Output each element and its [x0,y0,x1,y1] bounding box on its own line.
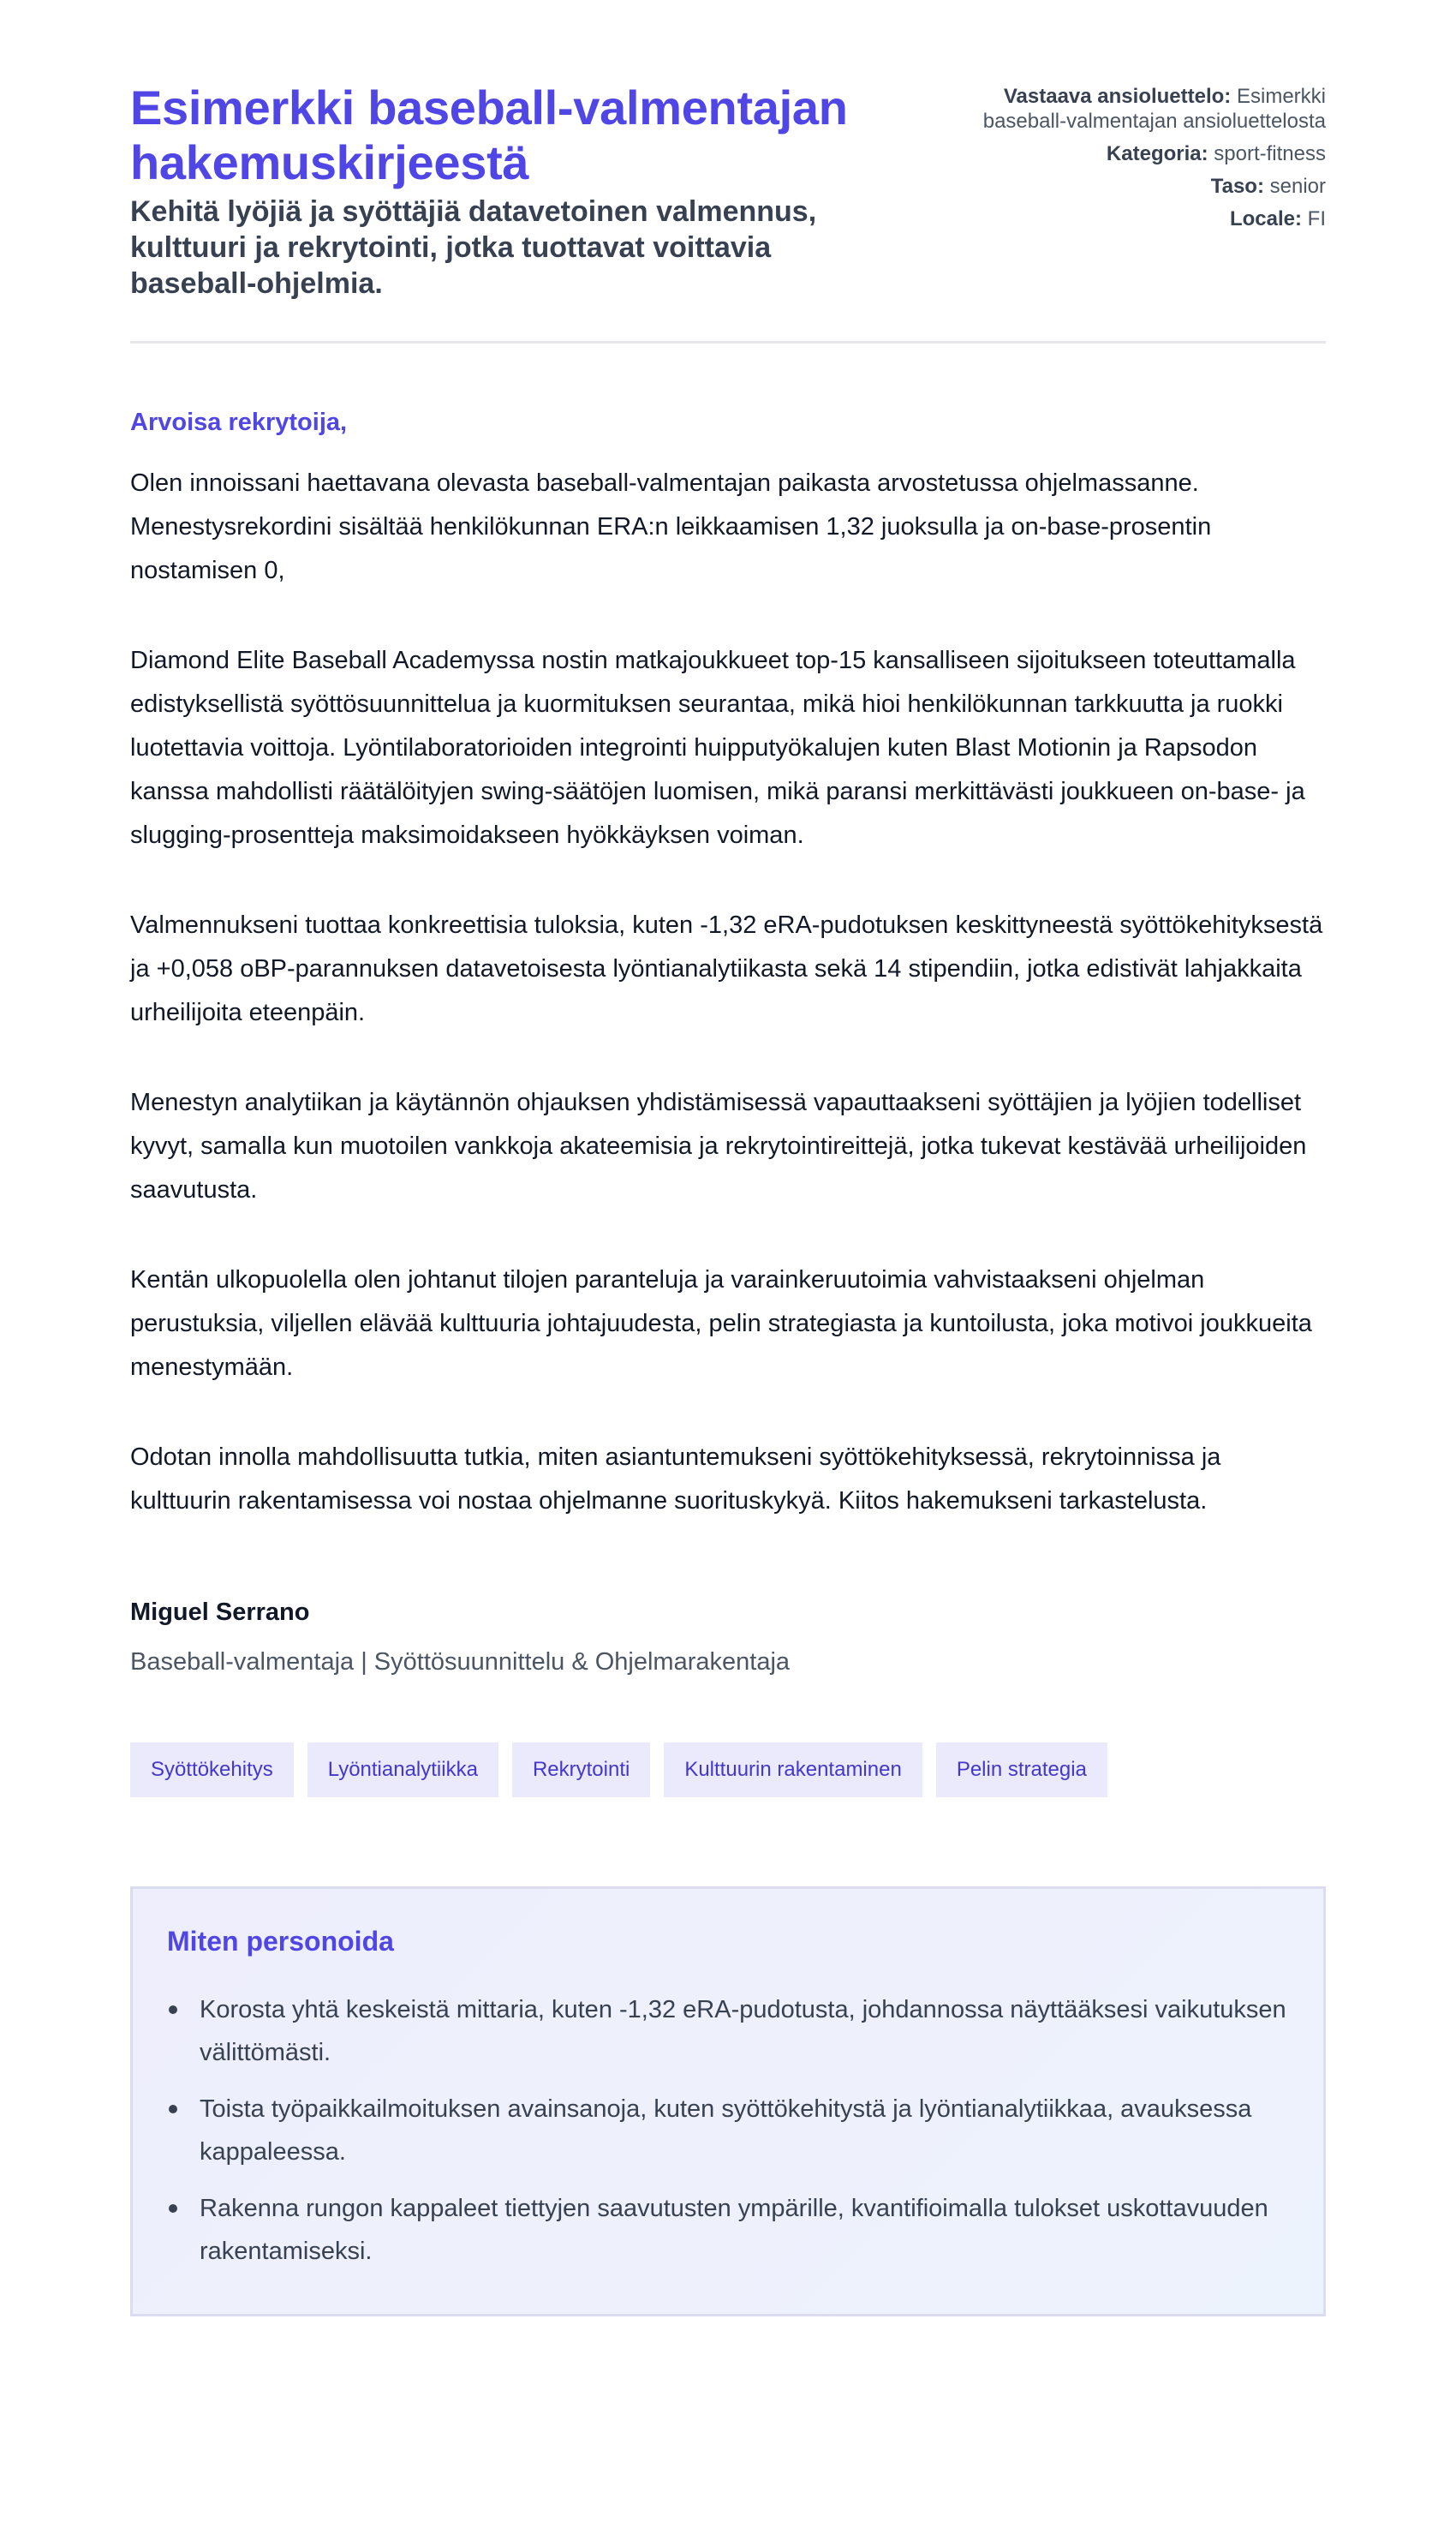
page-title: Esimerkki baseball-valmentajan hakemuskirjeestä [130,81,848,189]
meta-category [949,141,1326,166]
page-header [130,81,1326,344]
meta-level [949,174,1326,199]
skill-tag[interactable]: Kulttuurin rakentaminen [664,1742,922,1797]
meta-resume-value[interactable]: Esimerkki baseball-valmentajan ansioluettelosta [982,85,1326,133]
bullet-icon [169,2105,177,2113]
tips-item-text: Korosta yhtä keskeistä mittaria, kuten -1,32 eRA-pudotusta, johdannossa näyttääksesi vaikutuksen välittömästi. [200,1996,1286,2066]
tips-list [167,1988,1289,2273]
bullet-icon [169,2005,177,2014]
bullet-icon [169,2204,177,2213]
meta-category-label: Kategoria: [1106,142,1208,165]
meta-locale-label: Locale: [1229,207,1302,230]
signature-name: Miguel Serrano [130,1599,310,1626]
signature-block [130,1595,1326,1679]
letter-paragraphs [130,462,1326,1523]
letter-body [130,405,1326,1679]
tips-title: Miten personoida [167,1926,394,1957]
header-title-block [130,81,901,302]
salutation: Arvoisa rekrytoija, [130,409,348,436]
letter-paragraph: Valmennukseni tuottaa konkreettisia tuloksia, kuten -1,32 eRA-pudotuksen keskittyneestä syöttökehityksestä ja +0,058 oBP-parannuksen datavetoisesta lyöntianalytiikasta sekä 14 stipendiin, jotka edistivät lahjakkaita urheilijoita eteenpäin. [130,911,1323,1026]
meta-category-value: sport-fitness [1214,142,1326,165]
meta-locale-value: FI [1307,207,1326,230]
cover-letter-page [130,0,1326,2316]
meta-locale [949,206,1326,231]
tips-item-text: Toista työpaikkailmoituksen avainsanoja, kuten syöttökehitystä ja lyöntianalytiikkaa, avauksessa kappaleessa. [200,2095,1252,2166]
personalization-tips-box [130,1886,1326,2316]
skill-tag[interactable]: Pelin strategia [936,1742,1107,1797]
meta-resume [949,84,1326,134]
skill-tags [130,1742,1326,1797]
tips-item-text: Rakenna rungon kappaleet tiettyjen saavutusten ympärille, kvantifioimalla tulokset uskottavuuden rakentamiseksi. [200,2195,1268,2265]
signature-title: Baseball-valmentaja | Syöttösuunnittelu & Ohjelmarakentaja [130,1648,791,1676]
meta-level-label: Taso: [1210,175,1264,198]
skill-tag[interactable]: Rekrytointi [512,1742,650,1797]
meta-level-value: senior [1269,175,1326,198]
letter-paragraph: Diamond Elite Baseball Academyssa nostin matkajoukkueet top-15 kansalliseen sijoitukseen toteuttamalla edistyksellistä syöttösuunnittelua ja kuormituksen seurantaa, mikä hioi henkilökunnan tarkkuutta ja ruokki luotettavia voittoja. Lyöntilaboratorioiden integrointi huipputyökalujen kuten Blast Motionin ja Rapsodon kanssa mahdollisti räätälöityjen swing-säätöjen luomisen, mikä paransi merkittävästi joukkueen on-base- ja slugging-prosentteja maksimoidakseen hyökkäyksen voiman. [130,647,1305,849]
page-subtitle: Kehitä lyöjiä ja syöttäjiä datavetoinen valmennus, kulttuuri ja rekrytointi, jotka tuottavat voittavia baseball-ohjelmia. [130,195,817,300]
tips-item [167,2088,1289,2173]
letter-paragraph: Odotan innolla mahdollisuutta tutkia, miten asiantuntemukseni syöttökehityksessä, rekrytoinnissa ja kulttuurin rakentamisessa voi nostaa ohjelmanne suorituskykyä. Kiitos hakemukseni tarkastelusta. [130,1443,1221,1515]
meta-resume-label: Vastaava ansioluettelo: [1003,85,1232,108]
tips-item [167,1988,1289,2074]
skill-tag[interactable]: Lyöntianalytiikka [307,1742,498,1797]
letter-paragraph: Olen innoissani haettavana olevasta baseball-valmentajan paikasta arvostetussa ohjelmassanne. Menestysrekordini sisältää henkilökunnan ERA:n leikkaamisen 1,32 juoksulla ja on-base-prosentin nostamisen 0, [130,469,1212,584]
meta-panel [949,81,1326,239]
letter-paragraph: Menestyn analytiikan ja käytännön ohjauksen yhdistämisessä vapauttaakseni syöttäjien ja lyöjien todelliset kyvyt, samalla kun muotoilen vankkoja akateemisia ja rekrytointireittejä, jotka tukevat kestävää urheilijoiden saavutusta. [130,1089,1307,1204]
skill-tag[interactable]: Syöttökehitys [130,1742,294,1797]
letter-paragraph: Kentän ulkopuolella olen johtanut tilojen paranteluja ja varainkeruutoimia vahvistaakseni ohjelman perustuksia, viljellen elävää kulttuuria johtajuudesta, pelin strategiasta ja kuntoilusta, joka motivoi joukkueita menestymään. [130,1266,1312,1381]
tips-item [167,2187,1289,2273]
